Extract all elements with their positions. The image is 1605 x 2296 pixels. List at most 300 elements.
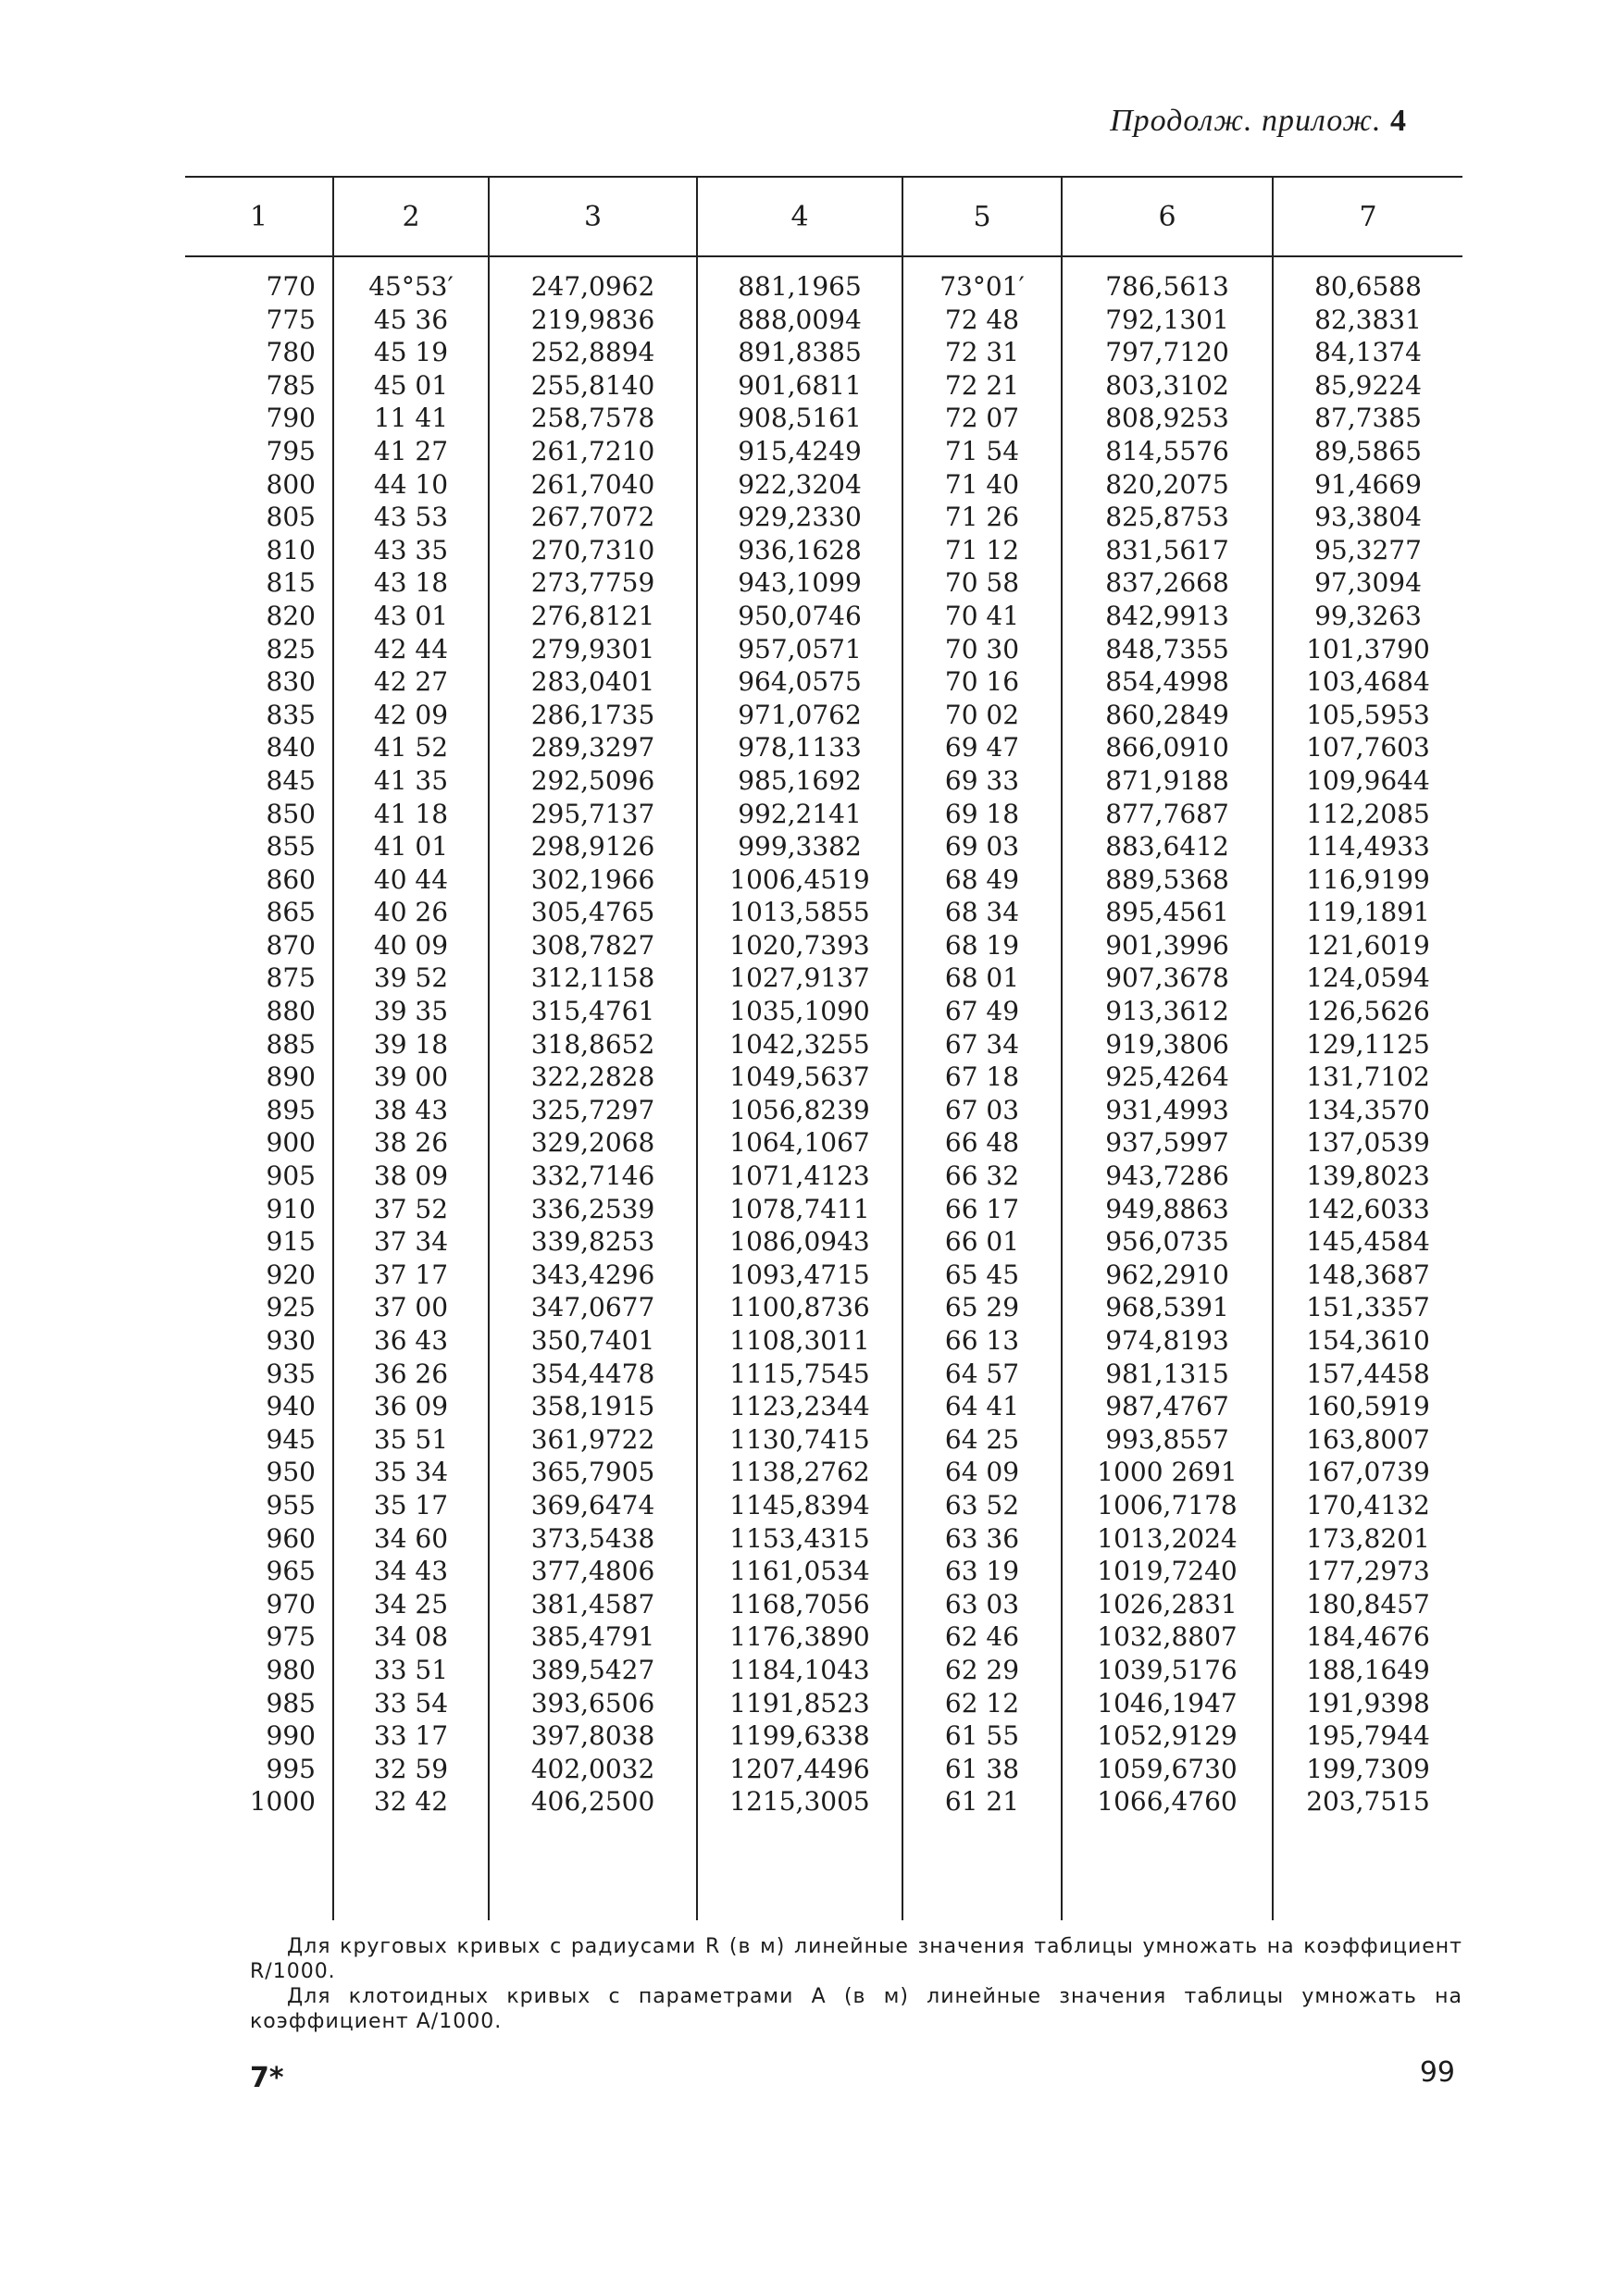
table-cell-col-7: 173,8201 (1273, 1522, 1462, 1556)
table-cell-col-7: 93,3804 (1273, 501, 1462, 534)
table-cell-col-1: 980 (266, 1654, 316, 1685)
table-cell-col-2: 45°53′ (333, 256, 489, 304)
table-cell-col-2: 38 26 (333, 1126, 489, 1160)
table-cell-col-4: 915,4249 (697, 435, 902, 468)
table-cell-col-2: 41 27 (333, 435, 489, 468)
table-spacer-cell (185, 1818, 333, 1920)
table-cell-col-6: 825,8753 (1062, 501, 1273, 534)
column-header-4: 4 (697, 177, 902, 256)
table-cell-col-6: 987,4767 (1062, 1390, 1273, 1423)
table-cell-col-1: 990 (266, 1720, 316, 1752)
table-cell-col-2: 43 35 (333, 534, 489, 567)
table-cell-col-4: 1130,7415 (697, 1423, 902, 1457)
table-cell-col-1: 940 (266, 1391, 316, 1422)
table-row (185, 1423, 1462, 1457)
table-cell-col-1: 950 (266, 1457, 316, 1488)
table-cell-col-1: 860 (266, 863, 316, 895)
table-row (185, 1061, 1462, 1094)
table-cell-col-4: 1145,8394 (697, 1489, 902, 1522)
table-row (185, 1358, 1462, 1391)
table-cell-col-7: 191,9398 (1273, 1687, 1462, 1720)
table-cell-col-6: 901,3996 (1062, 929, 1273, 962)
column-header-3: 3 (489, 177, 697, 256)
table-row (185, 256, 1462, 304)
table-cell-col-5: 72 07 (902, 402, 1062, 435)
table-cell-col-1: 825 (266, 633, 316, 664)
table-cell-col-4: 1064,1067 (697, 1126, 902, 1160)
table-cell-col-2: 37 34 (333, 1225, 489, 1259)
table-cell-col-6: 860,2849 (1062, 699, 1273, 732)
table-cell-col-4: 901,6811 (697, 369, 902, 403)
table-cell-col-1: 835 (266, 699, 316, 730)
table-cell-col-1: 925 (266, 1292, 316, 1323)
table-cell-col-5: 63 52 (902, 1489, 1062, 1522)
table-cell-col-5: 64 41 (902, 1390, 1062, 1423)
table-cell-col-3: 252,8894 (489, 336, 697, 369)
table-cell-col-2: 42 09 (333, 699, 489, 732)
table-cell-col-4: 978,1133 (697, 731, 902, 764)
table-cell-col-4: 1006,4519 (697, 863, 902, 897)
table-cell-col-1: 770 (266, 271, 316, 302)
table-cell-col-4: 1056,8239 (697, 1094, 902, 1127)
table-cell-col-7: 109,9644 (1273, 764, 1462, 798)
table-cell-col-7: 170,4132 (1273, 1489, 1462, 1522)
table-cell-col-1: 865 (266, 897, 316, 928)
table-cell-col-7: 188,1649 (1273, 1654, 1462, 1687)
table-cell-col-2: 32 42 (333, 1785, 489, 1818)
table-cell-col-5: 63 19 (902, 1555, 1062, 1588)
table-cell-col-1: 970 (266, 1588, 316, 1620)
table-cell-col-1: 845 (266, 764, 316, 796)
data-table-container (185, 176, 1462, 1920)
table-cell-col-5: 70 58 (902, 566, 1062, 600)
table-cell-col-5: 71 12 (902, 534, 1062, 567)
table-cell-col-3: 255,8140 (489, 369, 697, 403)
table-cell-col-7: 101,3790 (1273, 633, 1462, 666)
table-row (185, 1654, 1462, 1687)
table-cell-col-4: 1184,1043 (697, 1654, 902, 1687)
table-cell-col-5: 68 01 (902, 962, 1062, 995)
table-row (185, 633, 1462, 666)
signature-mark: 7* (250, 2062, 284, 2094)
table-cell-col-4: 1049,5637 (697, 1061, 902, 1094)
table-cell-col-6: 1019,7240 (1062, 1555, 1273, 1588)
table-cell-col-4: 971,0762 (697, 699, 902, 732)
table-cell-col-6: 993,8557 (1062, 1423, 1273, 1457)
table-tail-spacer (185, 1818, 1462, 1920)
data-table (185, 176, 1462, 1920)
table-cell-col-4: 985,1692 (697, 764, 902, 798)
table-cell-col-7: 142,6033 (1273, 1193, 1462, 1226)
table-cell-col-5: 68 49 (902, 863, 1062, 897)
table-cell-col-6: 837,2668 (1062, 566, 1273, 600)
table-cell-col-3: 339,8253 (489, 1225, 697, 1259)
column-header-6: 6 (1062, 177, 1273, 256)
table-cell-col-3: 402,0032 (489, 1753, 697, 1786)
table-cell-col-3: 406,2500 (489, 1785, 697, 1818)
table-cell-col-3: 347,0677 (489, 1291, 697, 1324)
table-cell-col-1: 995 (266, 1753, 316, 1784)
table-cell-col-4: 1199,6338 (697, 1719, 902, 1753)
table-cell-col-7: 145,4584 (1273, 1225, 1462, 1259)
table-cell-col-2: 37 00 (333, 1291, 489, 1324)
table-cell-col-7: 157,4458 (1273, 1358, 1462, 1391)
table-cell-col-7: 195,7944 (1273, 1719, 1462, 1753)
table-cell-col-7: 87,7385 (1273, 402, 1462, 435)
table-cell-col-2: 45 36 (333, 304, 489, 337)
table-cell-col-6: 889,5368 (1062, 863, 1273, 897)
table-cell-col-6: 925,4264 (1062, 1061, 1273, 1094)
table-cell-col-7: 99,3263 (1273, 600, 1462, 633)
table-cell-col-3: 219,9836 (489, 304, 697, 337)
column-header-2: 2 (333, 177, 489, 256)
table-cell-col-2: 36 09 (333, 1390, 489, 1423)
table-cell-col-7: 199,7309 (1273, 1753, 1462, 1786)
table-row (185, 764, 1462, 798)
table-cell-col-5: 64 57 (902, 1358, 1062, 1391)
table-cell-col-6: 949,8863 (1062, 1193, 1273, 1226)
table-cell-col-5: 67 18 (902, 1061, 1062, 1094)
table-cell-col-3: 377,4806 (489, 1555, 697, 1588)
table-cell-col-5: 62 29 (902, 1654, 1062, 1687)
table-row (185, 402, 1462, 435)
table-cell-col-2: 38 09 (333, 1160, 489, 1193)
table-cell-col-2: 42 44 (333, 633, 489, 666)
table-cell-col-2: 37 17 (333, 1259, 489, 1292)
table-cell-col-3: 332,7146 (489, 1160, 697, 1193)
table-cell-col-5: 71 40 (902, 468, 1062, 502)
table-cell-col-1: 935 (266, 1358, 316, 1389)
table-cell-col-6: 786,5613 (1062, 256, 1273, 304)
table-cell-col-6: 866,0910 (1062, 731, 1273, 764)
table-cell-col-7: 119,1891 (1273, 896, 1462, 929)
table-cell-col-3: 389,5427 (489, 1654, 697, 1687)
table-cell-col-5: 72 31 (902, 336, 1062, 369)
table-cell-col-3: 308,7827 (489, 929, 697, 962)
table-cell-col-1: 910 (266, 1193, 316, 1224)
table-row (185, 929, 1462, 962)
table-cell-col-1: 820 (266, 600, 316, 631)
table-cell-col-5: 66 13 (902, 1324, 1062, 1358)
table-cell-col-2: 33 51 (333, 1654, 489, 1687)
table-cell-col-7: 163,8007 (1273, 1423, 1462, 1457)
table-cell-col-2: 41 01 (333, 830, 489, 863)
table-cell-col-3: 289,3297 (489, 731, 697, 764)
table-row (185, 468, 1462, 502)
table-cell-col-3: 270,7310 (489, 534, 697, 567)
table-cell-col-6: 883,6412 (1062, 830, 1273, 863)
table-cell-col-2: 34 08 (333, 1620, 489, 1654)
table-cell-col-5: 65 29 (902, 1291, 1062, 1324)
table-cell-col-7: 177,2973 (1273, 1555, 1462, 1588)
table-cell-col-6: 913,3612 (1062, 995, 1273, 1028)
table-cell-col-1: 975 (266, 1621, 316, 1653)
table-row (185, 566, 1462, 600)
table-cell-col-6: 974,8193 (1062, 1324, 1273, 1358)
table-cell-col-3: 276,8121 (489, 600, 697, 633)
table-cell-col-4: 1207,4496 (697, 1753, 902, 1786)
table-cell-col-6: 1026,2831 (1062, 1588, 1273, 1621)
footnote-clothoid-curves: Для клотоидных кривых с параметрами A (в м) линейные значения таблицы умножать на коэффициент A/1000. (250, 1985, 1462, 2033)
table-row (185, 1687, 1462, 1720)
table-cell-col-5: 72 21 (902, 369, 1062, 403)
table-cell-col-4: 936,1628 (697, 534, 902, 567)
table-row (185, 1588, 1462, 1621)
table-cell-col-4: 922,3204 (697, 468, 902, 502)
table-cell-col-7: 184,4676 (1273, 1620, 1462, 1654)
table-cell-col-3: 369,6474 (489, 1489, 697, 1522)
table-cell-col-4: 1078,7411 (697, 1193, 902, 1226)
table-cell-col-2: 36 26 (333, 1358, 489, 1391)
table-cell-col-7: 180,8457 (1273, 1588, 1462, 1621)
table-cell-col-1: 780 (266, 337, 316, 368)
table-cell-col-4: 992,2141 (697, 798, 902, 831)
table-cell-col-3: 329,2068 (489, 1126, 697, 1160)
table-cell-col-2: 33 54 (333, 1687, 489, 1720)
table-cell-col-4: 1168,7056 (697, 1588, 902, 1621)
table-cell-col-3: 261,7040 (489, 468, 697, 502)
table-cell-col-7: 154,3610 (1273, 1324, 1462, 1358)
table-cell-col-4: 999,3382 (697, 830, 902, 863)
table-cell-col-6: 907,3678 (1062, 962, 1273, 995)
table-cell-col-5: 70 02 (902, 699, 1062, 732)
table-cell-col-6: 797,7120 (1062, 336, 1273, 369)
table-row (185, 1522, 1462, 1556)
table-spacer-cell (489, 1818, 697, 1920)
table-row (185, 1094, 1462, 1127)
table-cell-col-7: 114,4933 (1273, 830, 1462, 863)
table-cell-col-1: 965 (266, 1556, 316, 1587)
table-cell-col-6: 792,1301 (1062, 304, 1273, 337)
table-row (185, 830, 1462, 863)
table-cell-col-5: 69 33 (902, 764, 1062, 798)
table-cell-col-2: 41 18 (333, 798, 489, 831)
table-cell-col-2: 44 10 (333, 468, 489, 502)
table-cell-col-2: 40 26 (333, 896, 489, 929)
table-cell-col-2: 43 01 (333, 600, 489, 633)
table-cell-col-5: 67 34 (902, 1028, 1062, 1061)
table-cell-col-6: 1013,2024 (1062, 1522, 1273, 1556)
table-row (185, 1259, 1462, 1292)
table-cell-col-2: 40 44 (333, 863, 489, 897)
table-cell-col-6: 943,7286 (1062, 1160, 1273, 1193)
table-row (185, 699, 1462, 732)
table-cell-col-5: 69 47 (902, 731, 1062, 764)
table-cell-col-6: 1052,9129 (1062, 1719, 1273, 1753)
table-row (185, 1785, 1462, 1818)
table-cell-col-5: 66 48 (902, 1126, 1062, 1160)
table-cell-col-3: 381,4587 (489, 1588, 697, 1621)
table-row (185, 1719, 1462, 1753)
table-cell-col-4: 1215,3005 (697, 1785, 902, 1818)
table-cell-col-7: 126,5626 (1273, 995, 1462, 1028)
table-cell-col-2: 41 35 (333, 764, 489, 798)
table-header-row (185, 177, 1462, 256)
table-cell-col-6: 1000 2691 (1062, 1456, 1273, 1489)
table-cell-col-7: 85,9224 (1273, 369, 1462, 403)
table-cell-col-3: 343,4296 (489, 1259, 697, 1292)
table-cell-col-7: 112,2085 (1273, 798, 1462, 831)
table-cell-col-3: 393,6506 (489, 1687, 697, 1720)
table-cell-col-3: 283,0401 (489, 665, 697, 699)
table-cell-col-3: 354,4478 (489, 1358, 697, 1391)
table-cell-col-6: 871,9188 (1062, 764, 1273, 798)
table-cell-col-3: 318,8652 (489, 1028, 697, 1061)
table-cell-col-7: 151,3357 (1273, 1291, 1462, 1324)
page-header (1110, 104, 1407, 139)
table-cell-col-7: 124,0594 (1273, 962, 1462, 995)
table-cell-col-3: 258,7578 (489, 402, 697, 435)
column-header-1: 1 (185, 177, 333, 256)
table-row (185, 600, 1462, 633)
table-cell-col-3: 295,7137 (489, 798, 697, 831)
table-cell-col-1: 810 (266, 534, 316, 565)
table-row (185, 1160, 1462, 1193)
table-spacer-cell (1062, 1818, 1273, 1920)
table-cell-col-3: 325,7297 (489, 1094, 697, 1127)
table-cell-col-1: 920 (266, 1259, 316, 1290)
table-cell-col-7: 91,4669 (1273, 468, 1462, 502)
table-cell-col-5: 71 54 (902, 435, 1062, 468)
table-cell-col-5: 67 49 (902, 995, 1062, 1028)
page-number: 99 (1419, 2056, 1455, 2089)
table-cell-col-2: 36 43 (333, 1324, 489, 1358)
table-cell-col-1: 785 (266, 369, 316, 401)
table-cell-col-3: 267,7072 (489, 501, 697, 534)
table-row (185, 336, 1462, 369)
table-cell-col-1: 960 (266, 1522, 316, 1554)
table-cell-col-3: 373,5438 (489, 1522, 697, 1556)
table-cell-col-2: 39 00 (333, 1061, 489, 1094)
column-header-7: 7 (1273, 177, 1462, 256)
table-cell-col-7: 116,9199 (1273, 863, 1462, 897)
table-cell-col-5: 69 03 (902, 830, 1062, 863)
table-row (185, 1193, 1462, 1226)
table-cell-col-3: 302,1966 (489, 863, 697, 897)
table-cell-col-4: 1138,2762 (697, 1456, 902, 1489)
table-cell-col-5: 70 16 (902, 665, 1062, 699)
table-cell-col-6: 937,5997 (1062, 1126, 1273, 1160)
table-cell-col-3: 385,4791 (489, 1620, 697, 1654)
table-row (185, 798, 1462, 831)
table-cell-col-2: 34 43 (333, 1555, 489, 1588)
table-cell-col-5: 62 46 (902, 1620, 1062, 1654)
table-cell-col-6: 1059,6730 (1062, 1753, 1273, 1786)
table-cell-col-4: 950,0746 (697, 600, 902, 633)
table-cell-col-7: 160,5919 (1273, 1390, 1462, 1423)
table-row (185, 1620, 1462, 1654)
table-row (185, 1324, 1462, 1358)
table-row (185, 1489, 1462, 1522)
table-cell-col-3: 305,4765 (489, 896, 697, 929)
table-cell-col-2: 42 27 (333, 665, 489, 699)
table-row (185, 534, 1462, 567)
table-cell-col-7: 105,5953 (1273, 699, 1462, 732)
table-cell-col-4: 1108,3011 (697, 1324, 902, 1358)
table-cell-col-4: 1115,7545 (697, 1358, 902, 1391)
table-cell-col-6: 981,1315 (1062, 1358, 1273, 1391)
table-cell-col-2: 34 60 (333, 1522, 489, 1556)
footnote (250, 1934, 1462, 2034)
table-cell-col-2: 43 18 (333, 566, 489, 600)
table-cell-col-4: 1086,0943 (697, 1225, 902, 1259)
table-cell-col-4: 891,8385 (697, 336, 902, 369)
table-cell-col-6: 931,4993 (1062, 1094, 1273, 1127)
table-row (185, 962, 1462, 995)
table-row (185, 995, 1462, 1028)
table-row (185, 1126, 1462, 1160)
table-cell-col-5: 68 34 (902, 896, 1062, 929)
table-cell-col-5: 67 03 (902, 1094, 1062, 1127)
table-cell-col-3: 322,2828 (489, 1061, 697, 1094)
table-cell-col-7: 129,1125 (1273, 1028, 1462, 1061)
table-row (185, 1225, 1462, 1259)
table-row (185, 1456, 1462, 1489)
column-header-5: 5 (902, 177, 1062, 256)
table-cell-col-2: 32 59 (333, 1753, 489, 1786)
table-cell-col-4: 881,1965 (697, 256, 902, 304)
table-cell-col-4: 888,0094 (697, 304, 902, 337)
table-header (185, 177, 1462, 256)
table-cell-col-7: 203,7515 (1273, 1785, 1462, 1818)
table-cell-col-1: 895 (266, 1094, 316, 1125)
table-cell-col-7: 84,1374 (1273, 336, 1462, 369)
table-row (185, 304, 1462, 337)
table-cell-col-2: 35 17 (333, 1489, 489, 1522)
table-cell-col-3: 292,5096 (489, 764, 697, 798)
header-title: Продолж. прилож. (1110, 104, 1382, 138)
table-row (185, 665, 1462, 699)
table-cell-col-2: 34 25 (333, 1588, 489, 1621)
table-cell-col-4: 1093,4715 (697, 1259, 902, 1292)
table-cell-col-6: 968,5391 (1062, 1291, 1273, 1324)
table-cell-col-1: 905 (266, 1160, 316, 1192)
table-cell-col-4: 964,0575 (697, 665, 902, 699)
table-row (185, 1291, 1462, 1324)
table-cell-col-2: 39 18 (333, 1028, 489, 1061)
table-cell-col-1: 805 (266, 502, 316, 533)
table-cell-col-4: 1191,8523 (697, 1687, 902, 1720)
table-cell-col-4: 1027,9137 (697, 962, 902, 995)
table-cell-col-3: 286,1735 (489, 699, 697, 732)
table-row (185, 435, 1462, 468)
table-cell-col-4: 1035,1090 (697, 995, 902, 1028)
table-cell-col-4: 908,5161 (697, 402, 902, 435)
table-cell-col-7: 121,6019 (1273, 929, 1462, 962)
table-cell-col-5: 66 01 (902, 1225, 1062, 1259)
table-cell-col-1: 800 (266, 468, 316, 500)
table-cell-col-7: 131,7102 (1273, 1061, 1462, 1094)
table-cell-col-5: 63 03 (902, 1588, 1062, 1621)
table-cell-col-1: 890 (266, 1061, 316, 1093)
table-cell-col-6: 803,3102 (1062, 369, 1273, 403)
table-cell-col-4: 1013,5855 (697, 896, 902, 929)
table-cell-col-7: 82,3831 (1273, 304, 1462, 337)
table-cell-col-4: 1020,7393 (697, 929, 902, 962)
table-cell-col-6: 831,5617 (1062, 534, 1273, 567)
table-cell-col-6: 842,9913 (1062, 600, 1273, 633)
table-cell-col-2: 39 52 (333, 962, 489, 995)
table-cell-col-4: 957,0571 (697, 633, 902, 666)
table-cell-col-5: 73°01′ (902, 256, 1062, 304)
table-cell-col-6: 854,4998 (1062, 665, 1273, 699)
table-cell-col-1: 880 (266, 996, 316, 1027)
table-cell-col-7: 107,7603 (1273, 731, 1462, 764)
table-cell-col-3: 247,0962 (489, 256, 697, 304)
table-cell-col-7: 89,5865 (1273, 435, 1462, 468)
table-cell-col-1: 775 (266, 304, 316, 335)
table-cell-col-4: 943,1099 (697, 566, 902, 600)
